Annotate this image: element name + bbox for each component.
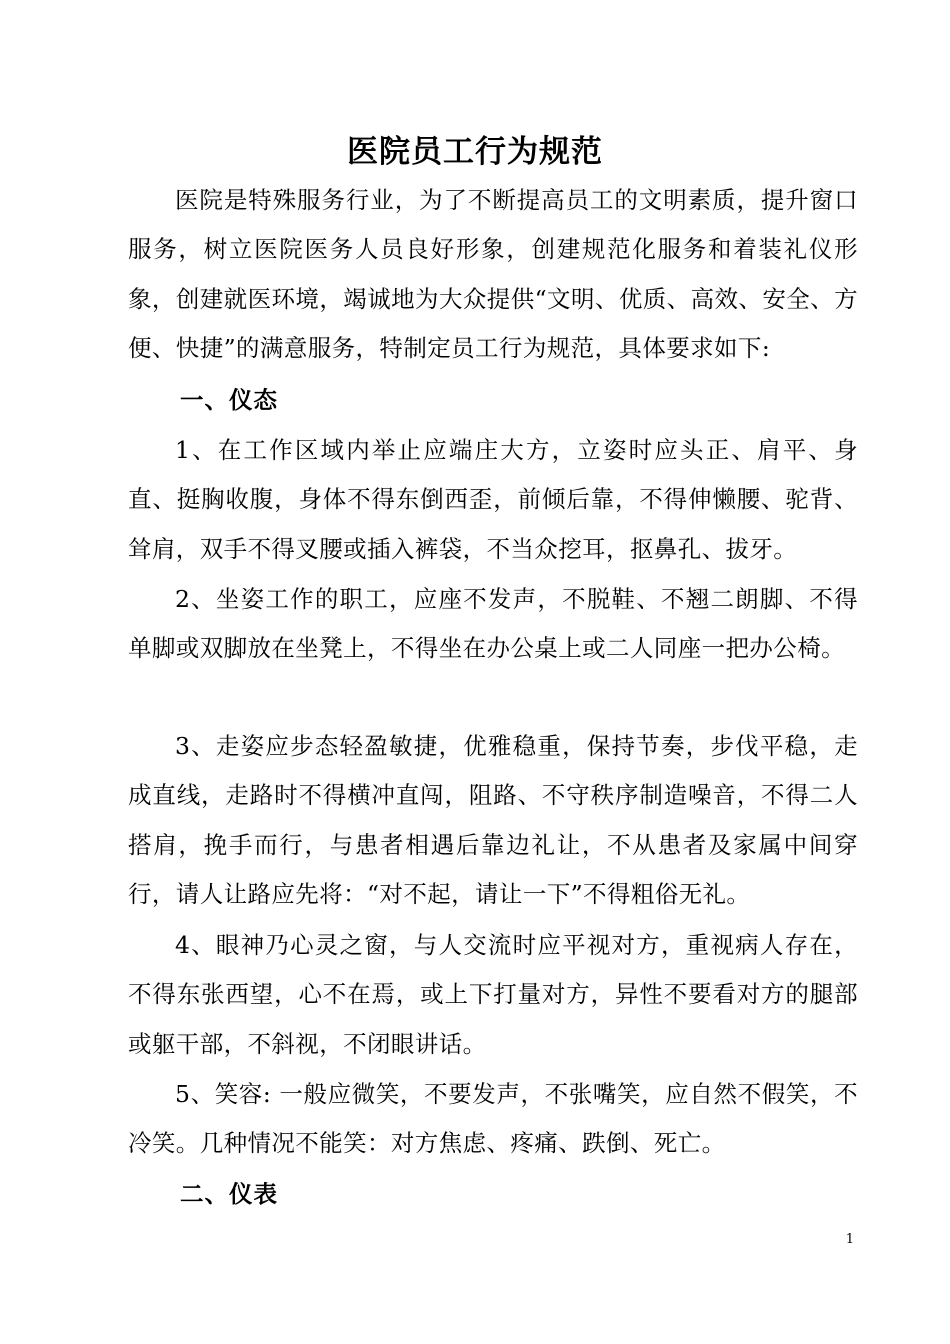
section-heading-appearance: 二、仪表 [180, 1180, 278, 1208]
rule-item-2: 2、坐姿工作的职工，应座不发声，不脱鞋、不翘二朗脚、不得单脚或双脚放在坐凳上，不得坐在办公桌上或二人同座一把办公椅。 [128, 585, 858, 663]
document-title: 医院员工行为规范 [347, 134, 603, 170]
rule-item-3: 3、走姿应步态轻盈敏捷，优雅稳重，保持节奏，步伐平稳，走成直线，走路时不得横冲直闯，阻路、不守秩序制造噪音，不得二人搭肩，挽手而行，与患者相遇后靠边礼让，不从患者及家属中间穿行，请人让路应先将：“对不起，请让一下”不得粗俗无礼。 [128, 732, 858, 908]
rule-item-4: 4、眼神乃心灵之窗，与人交流时应平视对方，重视病人存在，不得东张西望，心不在焉，或上下打量对方，异性不要看对方的腿部或躯干部，不斜视，不闭眼讲话。 [128, 931, 858, 1058]
intro-paragraph: 医院是特殊服务行业，为了不断提高员工的文明素质，提升窗口服务，树立医院医务人员良好形象，创建规范化服务和着装礼仪形象，创建就医环境，竭诚地为大众提供“文明、优质、高效、安全、方便、快捷”的满意服务，特制定员工行为规范，具体要求如下: [128, 186, 858, 362]
page-number: 1 [845, 1232, 854, 1247]
section-heading-demeanor: 一、仪态 [180, 386, 278, 414]
rule-item-5: 5、笑容: 一般应微笑，不要发声，不张嘴笑，应自然不假笑，不冷笑。几种情况不能笑：对方焦虑、疼痛、跌倒、死亡。 [128, 1080, 858, 1158]
rule-item-1: 1、在工作区域内举止应端庄大方，立姿时应头正、肩平、身直、挺胸收腹，身体不得东倒西歪，前倾后靠，不得伸懒腰、驼背、耸肩，双手不得叉腰或插入裤袋，不当众挖耳，抠鼻孔、拔牙。 [128, 436, 858, 563]
